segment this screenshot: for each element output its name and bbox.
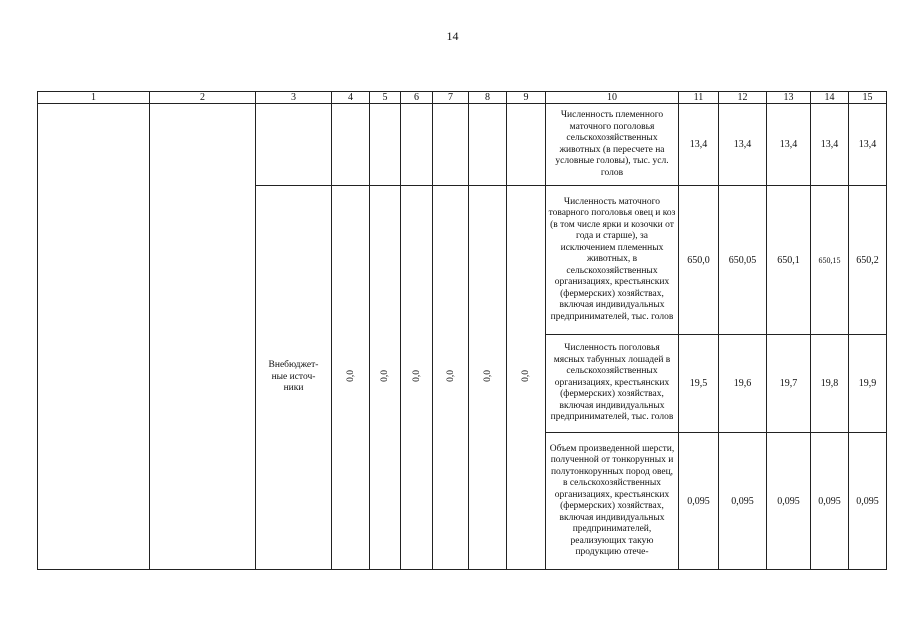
value-cell: 13,4 <box>719 104 767 186</box>
indicator-cell: Численность племенного маточного поголовья сельскохозяйственных животных (в пересчете на условные головы), тыс. усл. голов <box>546 104 679 186</box>
table-row <box>38 104 887 186</box>
value-cell: 0,095 <box>679 433 719 570</box>
zero-cell <box>332 186 370 570</box>
cell-col8 <box>469 104 507 186</box>
value-cell: 19,7 <box>767 335 811 433</box>
col-header: 2 <box>150 92 256 104</box>
col-header: 9 <box>507 92 546 104</box>
cell-col3 <box>256 104 332 186</box>
value-cell: 13,4 <box>767 104 811 186</box>
col-header: 1 <box>38 92 150 104</box>
col-header: 13 <box>767 92 811 104</box>
cell-col4 <box>332 104 370 186</box>
value-cell: 650,05 <box>719 186 767 335</box>
cell-col6 <box>401 104 433 186</box>
page-number: 14 <box>446 29 459 43</box>
zero-cell <box>507 186 546 570</box>
indicator-cell: Численность маточного товарного поголовья овец и коз (в том числе ярки и козочки от года и старше), за исключением племенных животных, в сельскохозяйственных организациях, крестьянских (фермерских) хозяйствах, включая индивидуальных предпринимателей, тыс. голов <box>546 186 679 335</box>
zero-value: 0,0 <box>521 370 531 382</box>
data-table <box>37 91 887 570</box>
value-cell: 650,0 <box>679 186 719 335</box>
indicator-cell: Численность поголовья мясных табунных лошадей в сельскохозяйственных организациях, крестьянских (фермерских) хозяйствах, включая индивидуальных предпринимателей, тыс. голов <box>546 335 679 433</box>
value-cell: 13,4 <box>811 104 849 186</box>
cell-col5 <box>370 104 401 186</box>
value-cell: 13,4 <box>849 104 887 186</box>
zero-cell <box>370 186 401 570</box>
value-cell: 19,5 <box>679 335 719 433</box>
col-header: 5 <box>370 92 401 104</box>
indicator-cell: Объем произведенной шерсти, полученной от тонкорунных и полутонкорунных пород овец, в сельскохозяйственных организациях, крестьянских (фермерских) хозяйствах, включая индивидуальных предпринимателей, реализующих такую продукцию отече- <box>546 433 679 570</box>
col-header: 6 <box>401 92 433 104</box>
zero-value: 0,0 <box>380 370 390 382</box>
zero-cell <box>433 186 469 570</box>
zero-value: 0,0 <box>445 370 456 382</box>
col-header: 10 <box>546 92 679 104</box>
value-cell: 650,15 <box>811 186 849 335</box>
funding-source-cell: Внебюджет- ные источ- ники <box>256 186 332 570</box>
col-header: 4 <box>332 92 370 104</box>
value-cell: 19,6 <box>719 335 767 433</box>
value-cell: 650,1 <box>767 186 811 335</box>
value-cell: 19,8 <box>811 335 849 433</box>
value-cell: 0,095 <box>849 433 887 570</box>
cell-col2 <box>150 104 256 570</box>
header-row <box>38 92 887 104</box>
value-cell: 0,095 <box>811 433 849 570</box>
value-cell: 0,095 <box>719 433 767 570</box>
col-header: 12 <box>719 92 767 104</box>
zero-value: 0,0 <box>411 370 422 382</box>
cell-col9 <box>507 104 546 186</box>
zero-value: 0,0 <box>482 370 493 382</box>
cell-col7 <box>433 104 469 186</box>
value-cell: 0,095 <box>767 433 811 570</box>
value-cell: 19,9 <box>849 335 887 433</box>
value-cell: 650,2 <box>849 186 887 335</box>
col-header: 7 <box>433 92 469 104</box>
col-header: 15 <box>849 92 887 104</box>
zero-cell <box>469 186 507 570</box>
zero-cell <box>401 186 433 570</box>
col-header: 11 <box>679 92 719 104</box>
col-header: 14 <box>811 92 849 104</box>
value-cell: 13,4 <box>679 104 719 186</box>
cell-col1 <box>38 104 150 570</box>
col-header: 3 <box>256 92 332 104</box>
col-header: 8 <box>469 92 507 104</box>
zero-value: 0,0 <box>345 370 356 382</box>
